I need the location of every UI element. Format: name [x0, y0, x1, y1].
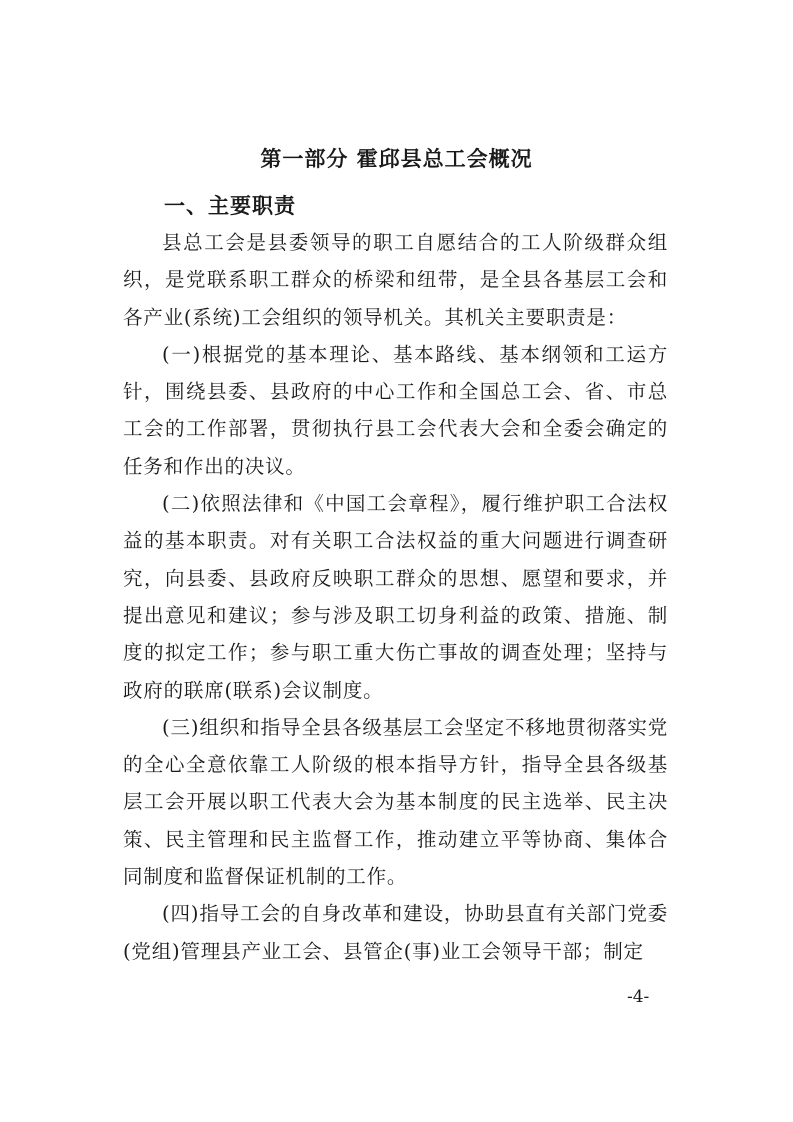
paragraph-duty-4: (四)指导工会的自身改革和建设，协助县直有关部门党委(党组)管理县产业工会、县管企(事)业工会领导干部；制定: [123, 902, 668, 963]
paragraph-duty-1: (一)根据党的基本理论、基本路线、基本纲领和工运方针，围绕县委、县政府的中心工作和全国总工会、省、市总工会的工作部署，贯彻执行县工会代表大会和全委会确定的任务和作出的决议。: [123, 342, 668, 478]
page-number: -4-: [627, 987, 650, 1007]
body-text: [123, 224, 668, 970]
paragraph-duty-3: (三)组织和指导全县各级基层工会坚定不移地贯彻落实党的全心全意依靠工人阶级的根本指导方针，指导全县各级基层工会开展以职工代表大会为基本制度的民主选举、民主决策、民主管理和民主监督工作，推动建立平等协商、集体合同制度和监督保证机制的工作。: [123, 715, 668, 889]
paragraph-intro: 县总工会是县委领导的职工自愿结合的工人阶级群众组织，是党联系职工群众的桥梁和纽带，是全县各基层工会和各产业(系统)工会组织的领导机关。其机关主要职责是：: [123, 231, 668, 329]
section-heading: 一、主要职责: [164, 194, 296, 218]
page-title: 第一部分 霍邱县总工会概况: [260, 147, 533, 171]
paragraph-duty-2: (二)依照法律和《中国工会章程》，履行维护职工合法权益的基本职责。对有关职工合法权益的重大问题进行调查研究，向县委、县政府反映职工群众的思想、愿望和要求，并提出意见和建议；参与涉及职工切身利益的政策、措施、制度的拟定工作；参与职工重大伤亡事故的调查处理；坚持与政府的联席(联系)会议制度。: [123, 492, 668, 702]
